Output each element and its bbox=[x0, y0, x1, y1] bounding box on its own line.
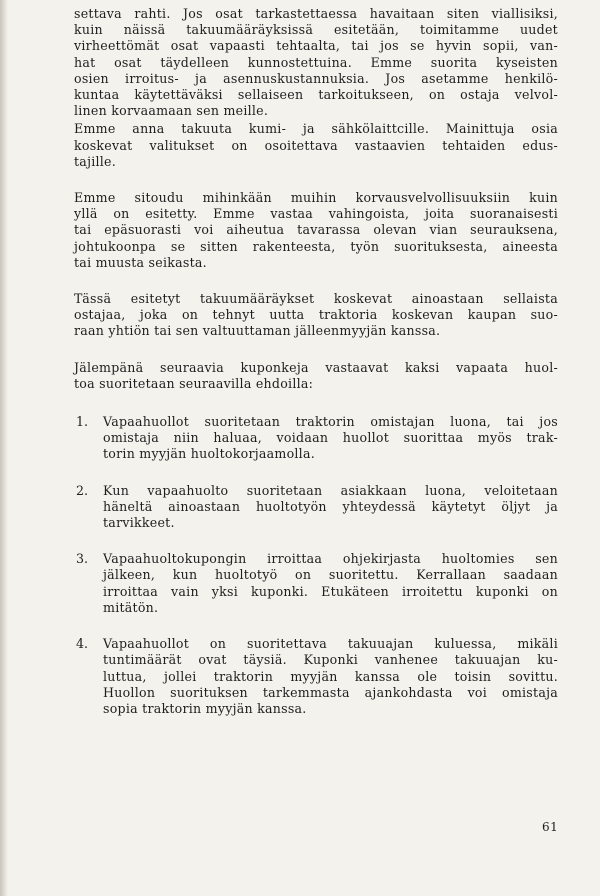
text-line: johtukoonpa se sitten rakenteesta, työn suorituksesta, aineesta bbox=[74, 238, 558, 254]
paragraph-warranty-parts bbox=[74, 6, 558, 119]
text-line: Vapaahuollot on suoritettava takuuajan kuluessa, mikäli bbox=[103, 636, 558, 652]
text-line: linen korvaamaan sen meille. bbox=[74, 103, 269, 119]
text-line: Vapaahuoltokupongin irroittaa ohjekirjasta huoltomies sen bbox=[103, 551, 558, 567]
text-line: tai epäsuorasti voi aiheutua tavarassa olevan vian seurauksena, bbox=[74, 222, 558, 238]
text-line: Huollon suorituksen tarkemmasta ajankohdasta voi omistaja bbox=[103, 684, 558, 700]
text-line: Emme anna takuuta kumi- ja sähkölaittcille. Mainittuja osia bbox=[74, 121, 558, 137]
text-line: tarvikkeet. bbox=[103, 515, 175, 531]
page-gutter-shadow bbox=[0, 0, 8, 896]
list-item-text bbox=[103, 483, 558, 532]
paragraph-liability bbox=[74, 190, 558, 271]
text-line: kuin näissä takuumääräyksissä esitetään, toimitamme uudet bbox=[74, 22, 558, 38]
list-item-number: 4. bbox=[76, 636, 89, 652]
text-line: Jälempänä seuraavia kuponkeja vastaavat kaksi vapaata huol- bbox=[74, 359, 558, 375]
list-item-number: 1. bbox=[76, 414, 89, 430]
text-line: torin myyjän huoltokorjaamolla. bbox=[103, 446, 315, 462]
free-service-conditions-list bbox=[74, 414, 558, 717]
text-line: osien irroitus- ja asennuskustannuksia. Jos asetamme henkilö- bbox=[74, 70, 558, 86]
text-line: tai muusta seikasta. bbox=[74, 254, 207, 270]
text-line: hat osat täydelleen kunnostettuina. Emme suorita kyseisten bbox=[74, 54, 558, 70]
paragraph-rubber-electrical bbox=[74, 121, 558, 170]
text-line: koskevat valitukset on osoitettava vastaavien tehtaiden edus- bbox=[74, 137, 558, 153]
paragraph-free-service-intro bbox=[74, 360, 558, 392]
text-line: mitätön. bbox=[103, 599, 159, 615]
text-line: häneltä ainoastaan huoltotyön yhteydessä käytetyt öljyt ja bbox=[103, 498, 558, 514]
list-item-number: 2. bbox=[76, 482, 89, 498]
text-column bbox=[74, 6, 558, 737]
text-line: Tässä esitetyt takuumääräykset koskevat ainoastaan sellaista bbox=[74, 291, 558, 307]
text-line: raan yhtiön tai sen valtuuttaman jälleenmyyjän kanssa. bbox=[74, 323, 441, 339]
text-line: irroittaa vain yksi kuponki. Etukäteen irroitettu kuponki on bbox=[103, 583, 558, 599]
text-line: tajille. bbox=[74, 153, 117, 169]
text-line: ostajaa, joka on tehnyt uutta traktoria koskevan kaupan suo- bbox=[74, 307, 558, 323]
list-item bbox=[74, 483, 558, 532]
text-line: luttua, jollei traktorin myyjän kanssa ole toisin sovittu. bbox=[103, 668, 558, 684]
text-line: yllä on esitetty. Emme vastaa vahingoista, joita suoranaisesti bbox=[74, 206, 558, 222]
paragraph-applicability bbox=[74, 291, 558, 340]
list-item bbox=[74, 414, 558, 463]
list-item-number: 3. bbox=[76, 551, 89, 567]
page-number: 61 bbox=[542, 820, 559, 834]
list-item-text bbox=[103, 414, 558, 463]
text-line: virheettömät osat vapaasti tehtaalta, tai jos se hyvin sopii, van- bbox=[74, 38, 558, 54]
list-item bbox=[74, 636, 558, 717]
text-line: sopia traktorin myyjän kanssa. bbox=[103, 700, 307, 716]
text-line: tuntimäärät ovat täysiä. Kuponki vanhenee takuuajan ku- bbox=[103, 652, 558, 668]
text-line: Vapaahuollot suoritetaan traktorin omistajan luona, tai jos bbox=[103, 414, 558, 430]
text-line: Kun vapaahuolto suoritetaan asiakkaan luona, veloitetaan bbox=[103, 482, 558, 498]
list-item-text bbox=[103, 551, 558, 616]
list-item bbox=[74, 551, 558, 616]
text-line: omistaja niin haluaa, voidaan huollot suorittaa myös trak- bbox=[103, 430, 558, 446]
text-line: Emme sitoudu mihinkään muihin korvausvelvollisuuksiin kuin bbox=[74, 190, 558, 206]
text-line: toa suoritetaan seuraavilla ehdoilla: bbox=[74, 375, 314, 391]
text-line: jälkeen, kun huoltotyö on suoritettu. Kerrallaan saadaan bbox=[103, 567, 558, 583]
text-line: kuntaa käytettäväksi sellaiseen tarkoitukseen, on ostaja velvol- bbox=[74, 87, 558, 103]
list-item-text bbox=[103, 636, 558, 717]
text-line: settava rahti. Jos osat tarkastettaessa havaitaan siten viallisiksi, bbox=[74, 6, 558, 21]
